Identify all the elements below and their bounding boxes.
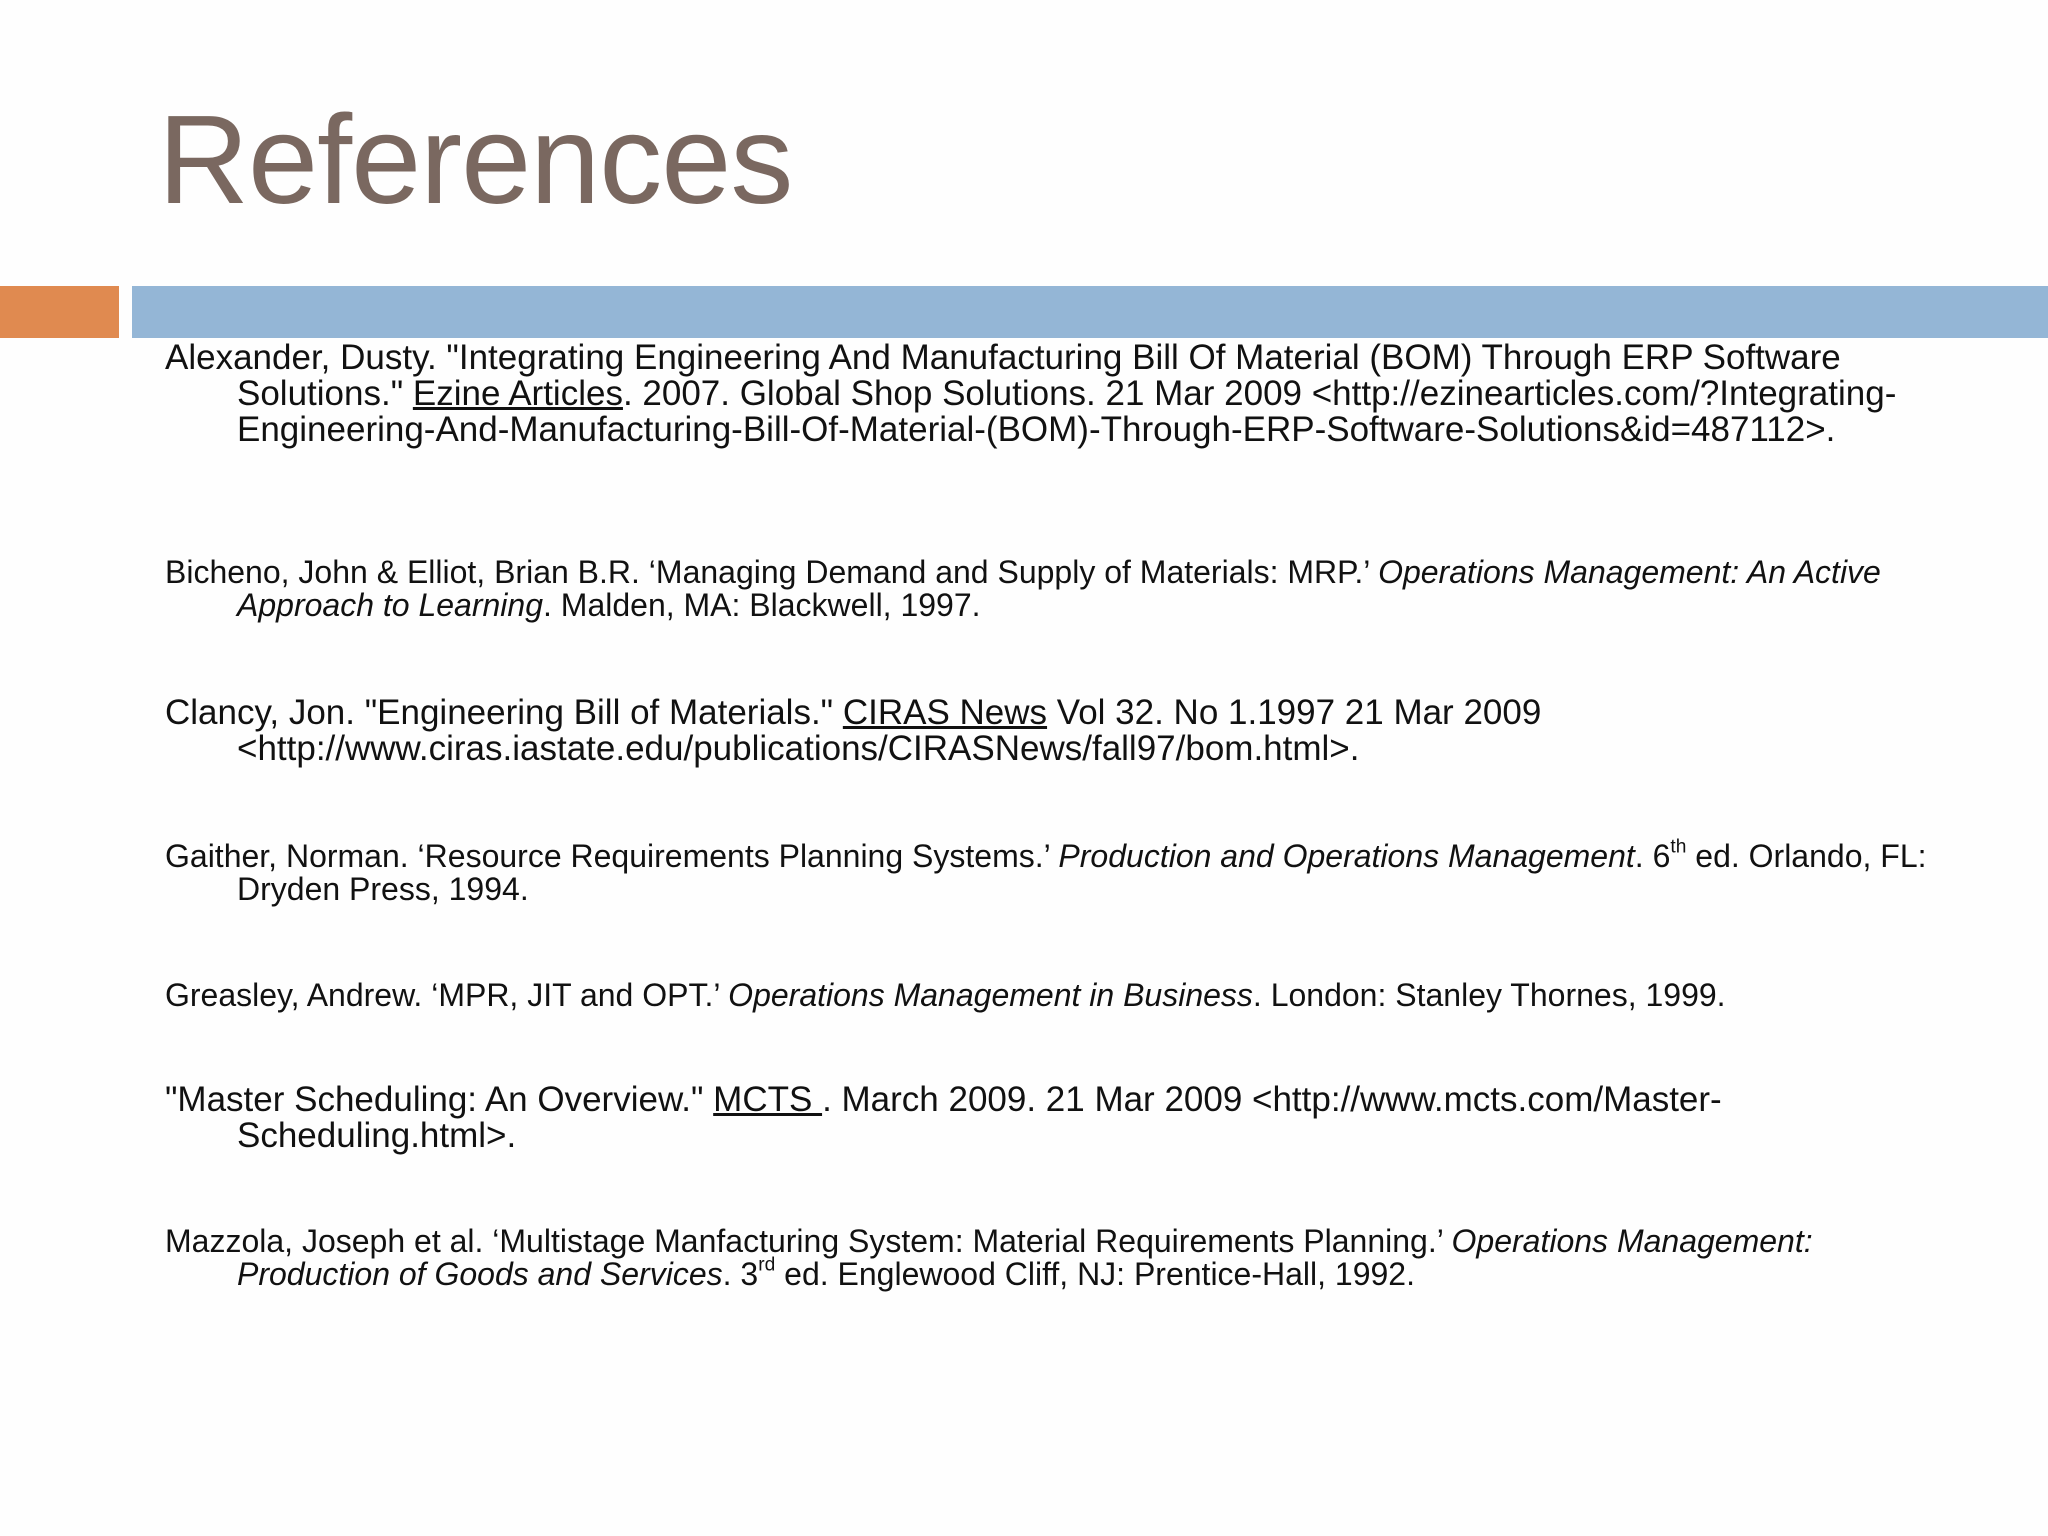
- reference-book-title: Operations Management: An Active Approach to Learning: [237, 554, 1881, 623]
- reference-master-scheduling: "Master Scheduling: An Overview." MCTS . March 2009. 21 Mar 2009 <http://www.mcts.com/Master-Scheduling.html>.: [165, 1080, 1722, 1155]
- reference-book-title: Operations Management: Production of Goods and Services: [237, 1223, 1813, 1292]
- accent-bar-orange: [0, 286, 119, 338]
- reference-book-title: Production and Operations Management: [1058, 838, 1635, 874]
- reference-greasley: Greasley, Andrew. ‘MPR, JIT and OPT.’ Operations Management in Business. London: Stanley Thornes, 1999.: [165, 977, 1726, 1013]
- reference-alexander: Alexander, Dusty. "Integrating Engineering And Manufacturing Bill Of Material (BOM) Through ERP Software Solutions." Ezine Articles. 2007. Global Shop Solutions. 21 Mar 2009 <http://ezinearticles.com/?Integrating-Engineering-And-Manufacturing-Bill-Of-Material-(BOM)-Through-ERP-Software-Solutions&id=487112>.: [165, 338, 1897, 449]
- reference-source-link[interactable]: Ezine Articles: [412, 374, 623, 413]
- reference-mazzola: Mazzola, Joseph et al. ‘Multistage Manfacturing System: Material Requirements Planning.’ Operations Management: Production of Goods and Services. 3rd ed. Englewood Cliff, NJ: Prentice-Hall, 1992.: [165, 1223, 1813, 1292]
- reference-book-title: Operations Management in Business: [728, 977, 1253, 1013]
- reference-gaither: Gaither, Norman. ‘Resource Requirements Planning Systems.’ Production and Operations Management. 6th ed. Orlando, FL: Dryden Press, 1994.: [165, 836, 1927, 907]
- reference-bicheno: Bicheno, John & Elliot, Brian B.R. ‘Managing Demand and Supply of Materials: MRP.’ Operations Management: An Active Approach to Learning. Malden, MA: Blackwell, 1997.: [165, 554, 1881, 623]
- reference-clancy: Clancy, Jon. "Engineering Bill of Materials." CIRAS News Vol 32. No 1.1997 21 Mar 2009 <http://www.ciras.iastate.edu/publications/CIRASNews/fall97/bom.html>.: [165, 693, 1542, 768]
- reference-source-link[interactable]: CIRAS News: [842, 693, 1048, 732]
- accent-bar-blue: [132, 286, 2048, 338]
- slide-title: References: [158, 89, 793, 230]
- reference-source-link[interactable]: MCTS: [713, 1080, 823, 1119]
